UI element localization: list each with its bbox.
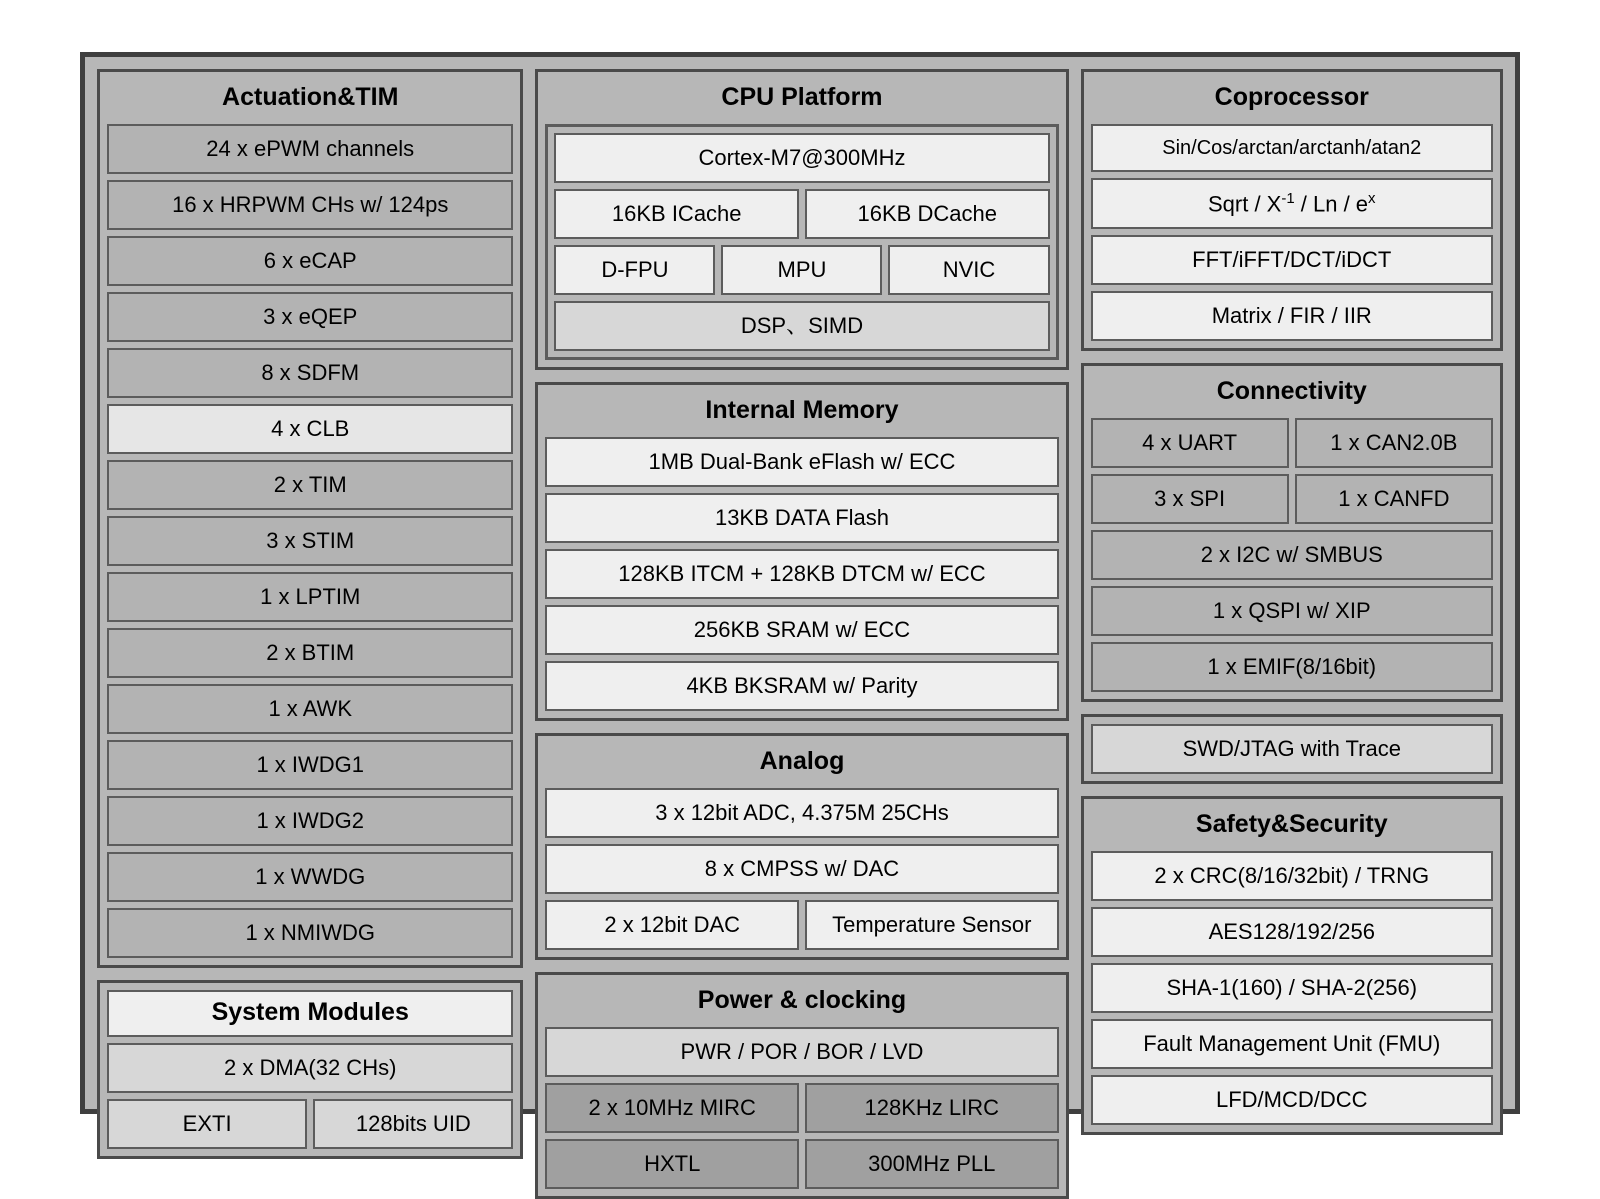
- block-itcm-dtcm: 128KB ITCM + 128KB DTCM w/ ECC: [545, 549, 1058, 599]
- block-bksram: 4KB BKSRAM w/ Parity: [545, 661, 1058, 711]
- block-cortex-m7: Cortex-M7@300MHz: [554, 133, 1049, 183]
- block-aes: AES128/192/256: [1091, 907, 1494, 957]
- block-exti: EXTI: [107, 1099, 307, 1149]
- block-dsp-simd: DSP、SIMD: [554, 301, 1049, 351]
- row-system-modules: [107, 1099, 513, 1149]
- group-connectivity: [1081, 363, 1504, 702]
- row-analog: [545, 900, 1058, 950]
- block-uart: 4 x UART: [1091, 418, 1289, 468]
- block-trig-functions: Sin/Cos/arctan/arctanh/atan2: [1091, 124, 1494, 172]
- block-adc: 3 x 12bit ADC, 4.375M 25CHs: [545, 788, 1058, 838]
- block-sha: SHA-1(160) / SHA-2(256): [1091, 963, 1494, 1013]
- block-iwdg1: 1 x IWDG1: [107, 740, 513, 790]
- block-mirc: 2 x 10MHz MIRC: [545, 1083, 799, 1133]
- block-cmpss: 8 x CMPSS w/ DAC: [545, 844, 1058, 894]
- block-can20b: 1 x CAN2.0B: [1295, 418, 1493, 468]
- block-eqep: 3 x eQEP: [107, 292, 513, 342]
- group-safety-security: [1081, 796, 1504, 1135]
- row-oscillators-internal: [545, 1083, 1058, 1133]
- block-pll: 300MHz PLL: [805, 1139, 1059, 1189]
- group-debug: [1081, 714, 1504, 784]
- row-oscillators-external: [545, 1139, 1058, 1189]
- row-spi-canfd: [1091, 474, 1494, 524]
- block-lptim: 1 x LPTIM: [107, 572, 513, 622]
- block-nmiwdg: 1 x NMIWDG: [107, 908, 513, 958]
- group-title-power-clocking: Power & clocking: [697, 986, 907, 1014]
- block-ecap: 6 x eCAP: [107, 236, 513, 286]
- block-spi: 3 x SPI: [1091, 474, 1289, 524]
- row-cpu-units: [554, 245, 1049, 295]
- block-lirc: 128KHz LIRC: [805, 1083, 1059, 1133]
- block-sdfm: 8 x SDFM: [107, 348, 513, 398]
- block-wwdg: 1 x WWDG: [107, 852, 513, 902]
- column-middle: [535, 69, 1068, 1176]
- group-coprocessor: [1081, 69, 1504, 351]
- group-internal-memory: [535, 382, 1068, 721]
- block-sram: 256KB SRAM w/ ECC: [545, 605, 1058, 655]
- sqrt-part-b: / Ln / e: [1294, 191, 1369, 217]
- block-nvic: NVIC: [888, 245, 1049, 295]
- block-dac: 2 x 12bit DAC: [545, 900, 799, 950]
- cpu-inner-frame: [545, 124, 1058, 360]
- block-eflash: 1MB Dual-Bank eFlash w/ ECC: [545, 437, 1058, 487]
- block-crc-trng: 2 x CRC(8/16/32bit) / TRNG: [1091, 851, 1494, 901]
- group-actuation-tim: [97, 69, 523, 968]
- row-caches: [554, 189, 1049, 239]
- group-title-system-modules: System Modules: [107, 990, 513, 1037]
- row-uart-can: [1091, 418, 1494, 468]
- sqrt-part-a: Sqrt / X: [1208, 191, 1282, 217]
- column-left: [97, 69, 523, 1136]
- group-title-safety-security: Safety&Security: [1195, 810, 1388, 839]
- block-emif: 1 x EMIF(8/16bit): [1091, 642, 1494, 692]
- group-title-actuation: Actuation&TIM: [222, 83, 399, 111]
- block-sqrt-ln-exp: [1091, 178, 1494, 229]
- sqrt-sup-inverse: -1: [1281, 190, 1295, 207]
- group-title-connectivity: Connectivity: [1216, 377, 1367, 406]
- block-clb: 4 x CLB: [107, 404, 513, 454]
- group-system-modules: [97, 980, 523, 1159]
- group-power-clocking: [535, 972, 1068, 1199]
- block-dcache: 16KB DCache: [805, 189, 1050, 239]
- block-matrix-fir-iir: Matrix / FIR / IIR: [1091, 291, 1494, 341]
- block-dma: 2 x DMA(32 CHs): [107, 1043, 513, 1093]
- block-qspi-xip: 1 x QSPI w/ XIP: [1091, 586, 1494, 636]
- block-i2c-smbus: 2 x I2C w/ SMBUS: [1091, 530, 1494, 580]
- block-swd-jtag-trace: SWD/JTAG with Trace: [1091, 724, 1494, 774]
- block-data-flash: 13KB DATA Flash: [545, 493, 1058, 543]
- block-mpu: MPU: [721, 245, 882, 295]
- block-fft-dct: FFT/iFFT/DCT/iDCT: [1091, 235, 1494, 285]
- block-dfpu: D-FPU: [554, 245, 715, 295]
- group-title-cpu-platform: CPU Platform: [721, 83, 883, 111]
- block-hrpwm: 16 x HRPWM CHs w/ 124ps: [107, 180, 513, 230]
- block-fmu: Fault Management Unit (FMU): [1091, 1019, 1494, 1069]
- block-tim: 2 x TIM: [107, 460, 513, 510]
- group-title-internal-memory: Internal Memory: [705, 396, 899, 424]
- block-epwm-channels: 24 x ePWM channels: [107, 124, 513, 174]
- group-title-analog: Analog: [759, 747, 845, 775]
- block-pwr-por-bor-lvd: PWR / POR / BOR / LVD: [545, 1027, 1058, 1077]
- block-btim: 2 x BTIM: [107, 628, 513, 678]
- block-awk: 1 x AWK: [107, 684, 513, 734]
- block-temperature-sensor: Temperature Sensor: [805, 900, 1059, 950]
- group-cpu-platform: [535, 69, 1068, 370]
- block-canfd: 1 x CANFD: [1295, 474, 1493, 524]
- column-right: [1081, 69, 1504, 1113]
- group-title-coprocessor: Coprocessor: [1214, 83, 1369, 111]
- block-icache: 16KB ICache: [554, 189, 799, 239]
- block-uid: 128bits UID: [313, 1099, 513, 1149]
- group-analog: [535, 733, 1068, 960]
- sqrt-sup-x: x: [1368, 190, 1376, 207]
- block-iwdg2: 1 x IWDG2: [107, 796, 513, 846]
- mcu-block-diagram: [80, 52, 1520, 1176]
- block-hxtl: HXTL: [545, 1139, 799, 1189]
- block-stim: 3 x STIM: [107, 516, 513, 566]
- block-lfd-mcd-dcc: LFD/MCD/DCC: [1091, 1075, 1494, 1125]
